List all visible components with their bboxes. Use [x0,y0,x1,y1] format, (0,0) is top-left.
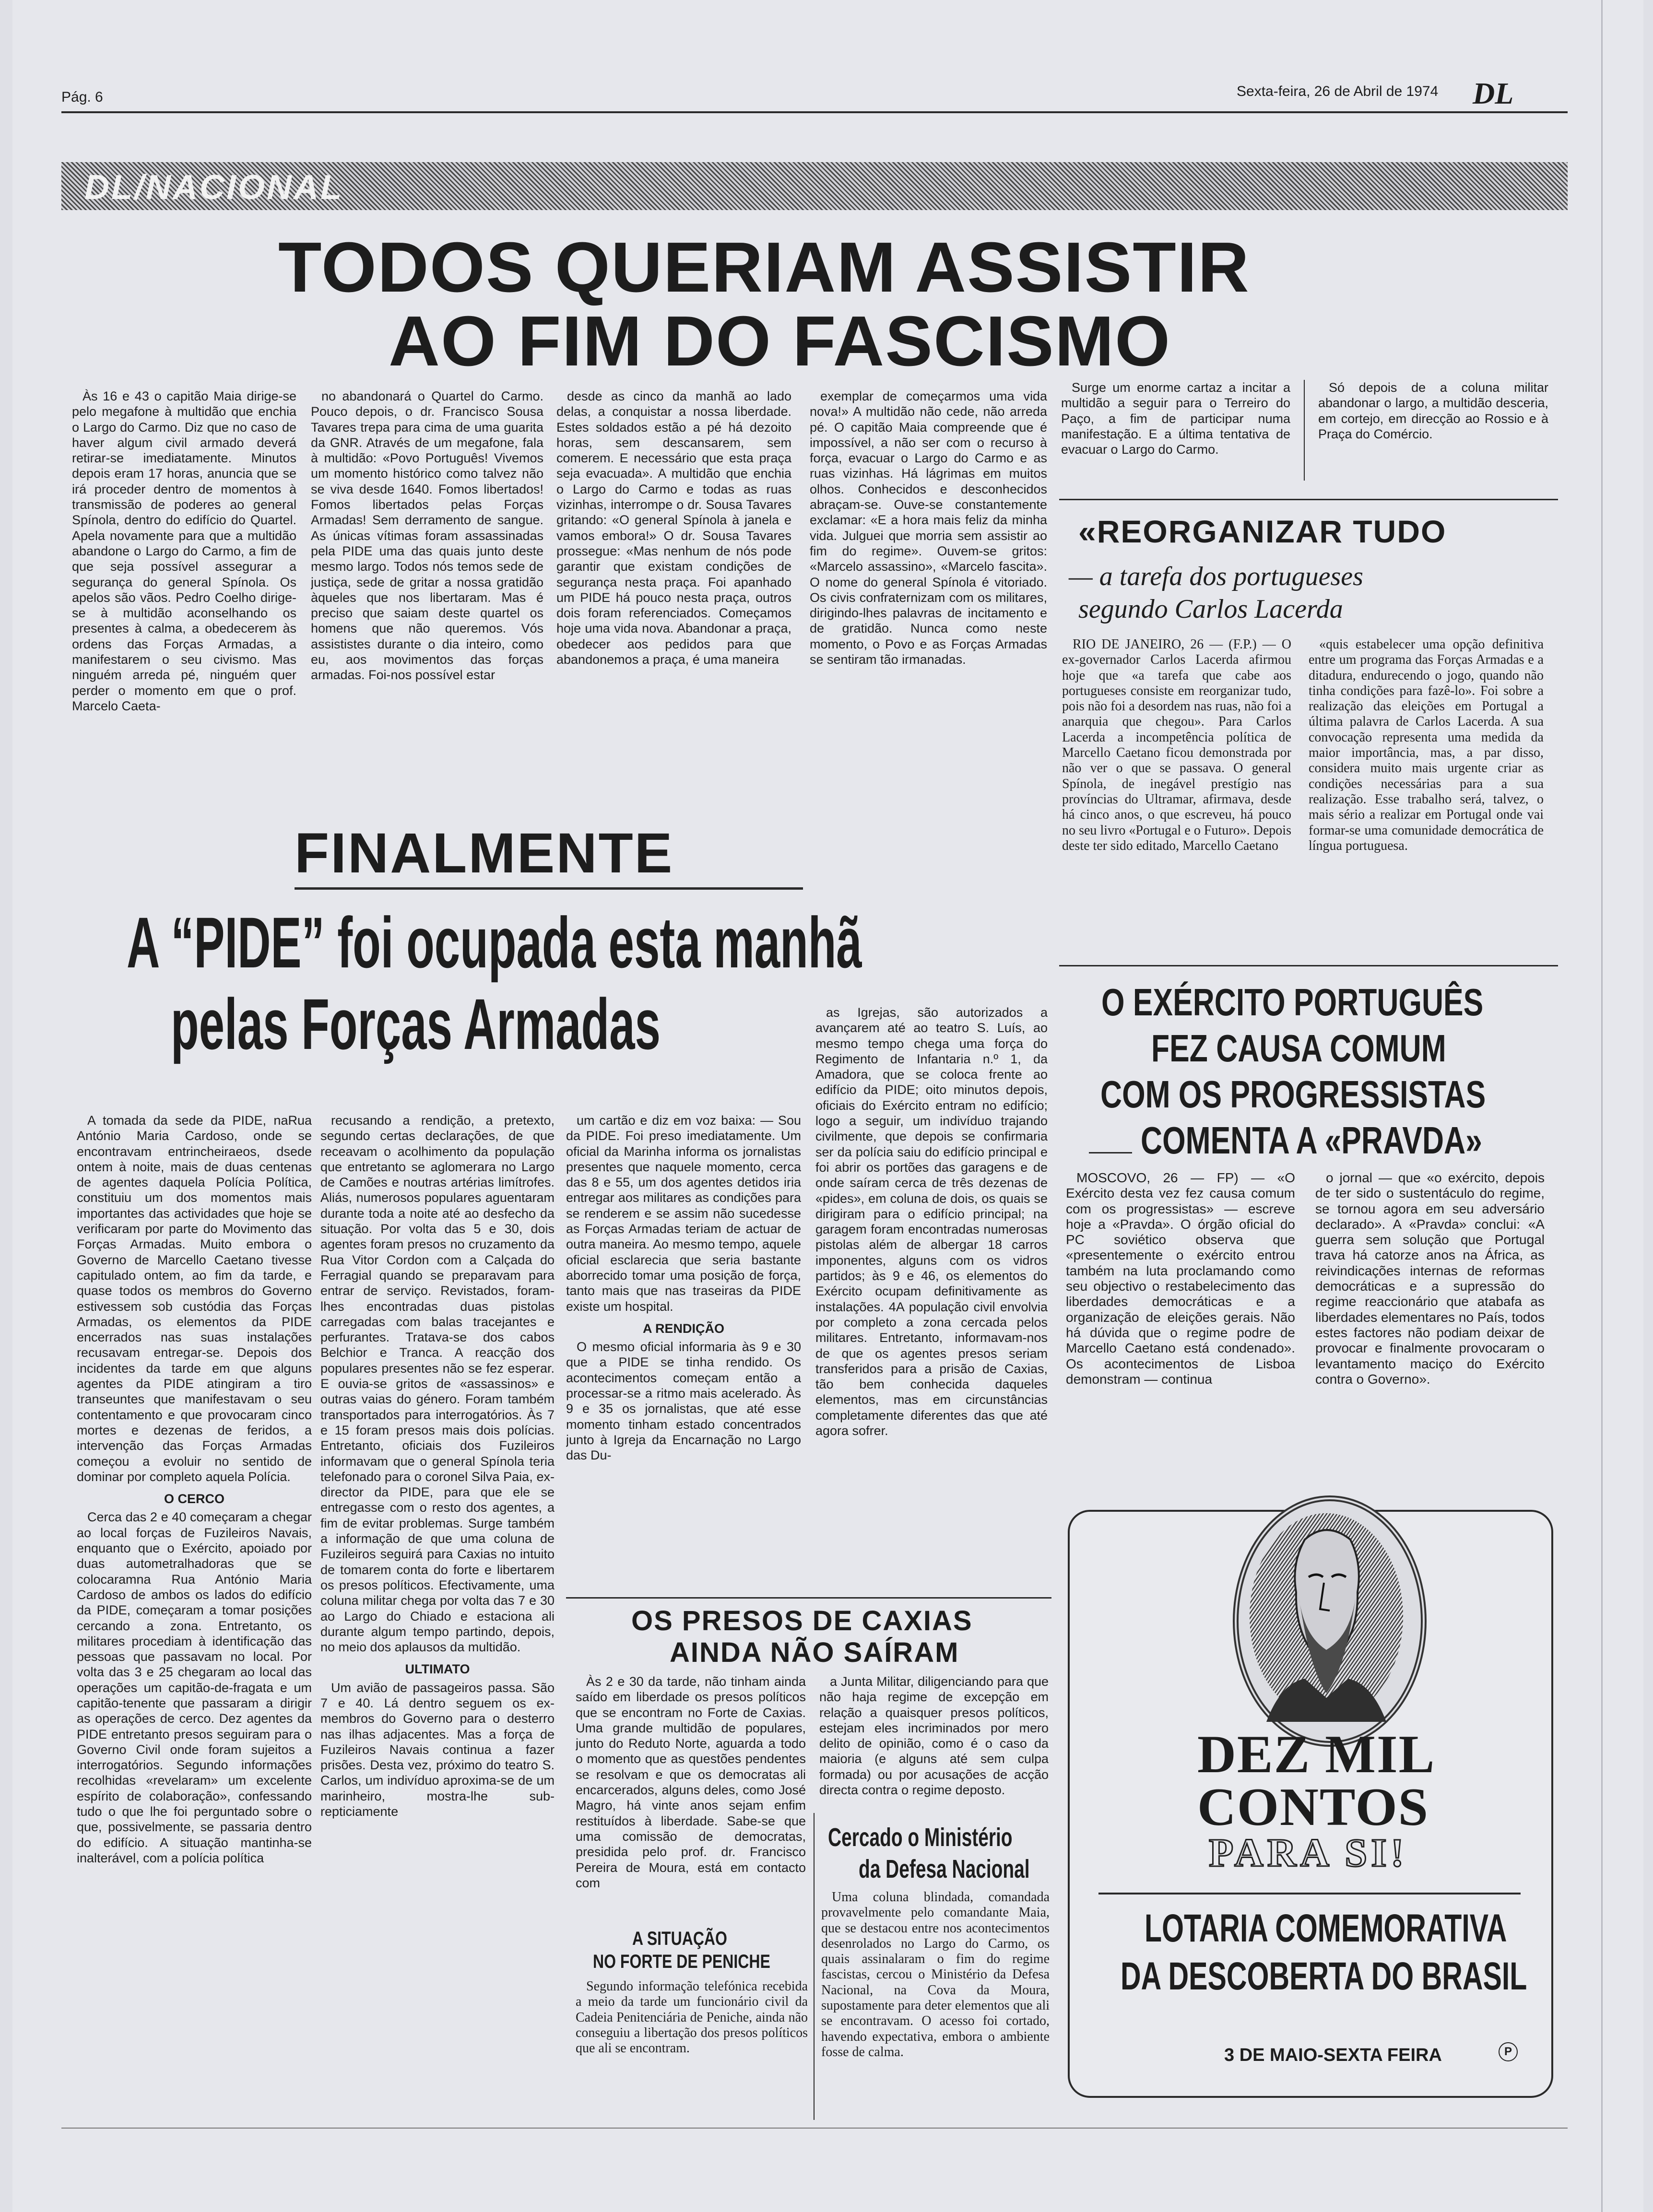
pide-column-1: A tomada da sede da PIDE, naRua António Maria Cardoso, onde se encontravam entrincheiraeos, dsede ontem à noite, mais de duas centenas de agentes daquela Polícia Política, constituiu um dos momentos mais importantes das actividades que hoje se verificaram por parte do Movimento das Forças Armadas. Muito embora o Governo de Marcello Caetano tivesse capitulado ontem, ao fim da tarde, e quase todos os membros do Governo estivessem sob custódia das Forças Armadas, os elementos da PIDE encerrados nas suas instalações recusavam entregar-se. Depois dos incidentes da tarde em que alguns agentes da PIDE atingiram a tiro transeuntes que manifestavam o seu contentamento e que provocaram cinco mortes e dezenas de feridos, a intervenção das Forças Armadas começou a evoluir no sentido de dominar por completo aquela Polícia. O CERCO Cerca das 2 e 40 começaram a chegar ao local forças de Fuzileiros Navais, enquanto que o Exército, apoiado por duas autometralhadoras que se colocaramna Rua António Maria Cardoso de ambos os lados do edifício da PIDE, começaram a tomar posições cercando a zona. Entretanto, os militares procediam à identificação das pessoas que passavam no local. Por volta das 3 e 25 chegaram ao local das operações um capitão-de-fragata e um capitão-tenente que passaram a dirigir as operações de cerco. Dez agentes da PIDE entretanto presos seguiram para o Governo Civil onde foram sujeitos a interrogatórios. Segundo informações recolhidas «revelaram» um excelente espírito de colaboração», confessando tudo o que lhe foi perguntado sobre o que, possivelmente, se passaria dentro do edifício. A situação mantinha-se inalterável, com a polícia política [77,1113,312,1865]
ad-line-2: CONTOS [1197,1777,1429,1837]
ultimato-subhead: ULTIMATO [405,1662,470,1677]
ad-line-3: PARA SI! [1209,1831,1408,1875]
lacerda-column-1: RIO DE JANEIRO, 26 — (F.P.) — O ex-governador Carlos Lacerda afirmou hoje que «a tarefa que cabe aos portugueses consiste em reorganizar tudo, pois não foi a desordem nas ruas, não foi a anarquia que chegou». Para Carlos Lacerda a incompetência política de Marcello Caetano ficou demonstrada por não ver o que se passava. O general Spínola, de inegável prestígio nas províncias do Ultramar, afirmava, desde há cinco anos, o que escreveu, há pouco no seu livro «Portugal e o Futuro». Depois deste ter sido editado, Marcello Caetano [1062,637,1291,853]
ad-mark: P [1499,2042,1518,2061]
peniche-subhead-2: NO FORTE DE PENICHE [593,1951,770,1972]
lacerda-headline: «REORGANIZAR TUDO [1078,514,1447,549]
pravda-headline-4: COMENTA A «PRAVDA» [1141,1119,1482,1162]
peniche-subhead-1: A SITUAÇÃO [632,1928,727,1949]
lead-column-3: desde as cinco da manhã ao lado delas, a conquistar a nossa liberdade. Estes soldados estão a pé há dezoito horas, sem descansarem, sem comerem. E necessário que esta praça seja evacuada». A multidão que enchia o Largo do Carmo e todas as ruas vizinhas, interrompe o dr. Sousa Tavares gritando: «O general Spínola à janela e vamos embora!» O dr. Sousa Tavares prossegue: «Mas nenhum de nós pode garantir que existam condições de segurança nesta praça. Foi apanhado um PIDE há pouco nesta praça, outros dois foram referenciados. Começamos hoje uma vida nova. Abandonar a praça, obedecer aos pedidos para que abandonemos a praça, é uma maneira [556,389,791,667]
ministerio-headline-1: Cercado o Ministério [828,1823,1013,1852]
page-bottom-rule [61,2128,1568,2129]
pide-headline-line2: pelas Forças Armadas [171,984,661,1064]
pravda-headline-3: COM OS PROGRESSISTAS [1100,1073,1486,1116]
lead-column-2: no abandonará o Quartel do Carmo. Pouco depois, o dr. Francisco Sousa Tavares trepa para cima de uma guarita da GNR. Através de um megafone, fala à multidão: «Povo Português! Vivemos um momento histórico como talvez não se viva desde 1640. Fomos libertados! Fomos libertados pelas Forças Armadas! Sem derramento de sangue. As únicas vítimas foram assassinadas pela PIDE uma das quais junto deste mesmo largo. Todos nós temos sede de justiça, sede de gritar a nossa gratidão àqueles que nos libertaram. Mas é preciso que saiam deste quartel os homens que não queremos. Vós assististes durante o dia inteiro, como eu, aos movimentos das forças armadas. Foi-nos possível estar [311,389,543,682]
ministerio-rule-left [814,1813,815,2120]
caxias-top-rule [566,1597,1051,1599]
pide-kicker-underline [295,887,803,890]
lacerda-subhead-2: segundo Carlos Lacerda [1078,594,1343,624]
lead-column-divider [1304,380,1305,481]
masthead-logo: DL [1473,76,1514,110]
lead-column-1: Às 16 e 43 o capitão Maia dirige-se pelo megafone à multidão que enchia o Largo do Carmo. Diz que no caso de haver algum civil armado deverá retirar-se imediatamente. Minutos depois eram 17 horas, anuncia que se irá proceder dentro de momentos à transmissão de poderes ao general Spínola, dentro do edifício do Quartel. Apela novamente para que a multidão abandone o Largo do Carmo, a fim de que seja possível assegurar a segurança do general Spínola. Os apelos são vãos. Pedro Coelho dirige-se à multidão aconselhando os presentes à calma, a obedecerem às ordens das Forças Armadas, a manifestarem o seu civismo. Mas ninguém arreda pé, ninguém quer perder o momento em que o prof. Marcelo Caeta- [72,389,296,713]
page-edge [1601,0,1603,2212]
caxias-headline-1: OS PRESOS DE CAXIAS [631,1605,973,1636]
pide-column-4: as Igrejas, são autorizados a avançarem até ao teatro S. Luís, ao mesmo tempo chega uma força do Regimento de Infantaria n.º 1, da Amadora, que se coloca frente ao edifício da PIDE; oito minutos depois, oficiais do Exército entram no edifício; logo a seguir, um indivíduo trajando civilmente, que depois se confirmaria ser da polícia saiu do edifício principal e foi abrir os portões das garagens e de onde saíram cerca de três dezenas de «pides», em coluna de dois, os quais se dirigiram para o edifício principal; na garagem foram encontradas numerosas pistolas além de albergar 18 carros imponentes, alguns com os vidros partidos; às 9 e 46, os elementos do Exército ocupam definitivamente as instalações. 4A população civil envolvia por completo a zona cercada pelos militares. Entretanto, informavam-nos de que os agentes presos seriam transferidos para a prisão de Caxias, tão bem conhecida daqueles elementos, mas em circunstâncias completamente diferentes das que até agora sofrer. [815,1005,1048,1438]
ministerio-text: Uma coluna blindada, comandada provavelmente pelo comandante Maia, que se destacou entre nos acontecimentos desenrolados no Largo do Carmo, os quais assinalaram o fim do regime fascistas, cercou o Ministério da Defesa Nacional, na Cova da Moura, supostamente para deter elementos que ali se encontravam. O acesso foi cortado, havendo expectativa, embora o ambiente fosse de calma. [821,1890,1050,2059]
pide-headline-line1: A “PIDE” foi ocupada esta manhã [127,902,862,983]
lead-column-4: exemplar de começarmos uma vida nova!» A multidão não cede, não arreda pé. O capitão Maia compreende que é impossível, a não ser com o recurso à força, evacuar o Largo do Carmo e as ruas vizinhas. Há lágrimas em muitos olhos. Conhecidos e desconhecidos abraçam-se. Ouve-se constantemente exclamar: «E a hora mais feliz da minha vida. Julguei que morria sem assistir ao fim do regime». Ouvem-se gritos: «Marcelo assassino», «Marcelo fascita». O nome do general Spínola é vitoriado. Os civis confraternizam com os militares, dirigindo-lhes palavras de incitamento e de gratidão. Nunca como neste momento, o Povo e as Forças Armadas se sentiram tão irmanadas. [810,389,1047,667]
header-rule [61,111,1568,113]
lead-column-5: Surge um enorme cartaz a incitar a multidão a seguir para o Terreiro do Paço, a fim de participar numa manifestação. E a última tentativa de evacuar o Largo do Carmo. [1061,380,1290,457]
peniche-text: Segundo informação telefónica recebida a meio da tarde um funcionário civil da Cadeia Penitenciária de Peniche, ainda não conseguiu a libertação dos presos políticos que ali se encontram. [576,1979,808,2056]
lead-headline-line2: AO FIM DO FASCISMO [389,302,1171,381]
pide-kicker: FINALMENTE [295,822,674,885]
pravda-column-2: o jornal — que «o exército, depois de ter sido o sustentáculo do regime, se tornou agora em seu adversário declarado». A «Pravda» conclui: «A guerra sem solução que Portugal trava há catorze anos na África, as reivindicações internas de reformas democráticas e a supressão do regime reaccionário que atabafa as liberdades elementares no País, todos estes factores não podiam deixar de provocar e finalmente provocaram o levantamento maciço do Exército contra o Governo». [1315,1170,1545,1387]
caxias-column-2: a Junta Militar, diligenciando para que não haja regime de excepção em relação a quaisquer presos políticos, estejam eles incriminados por mero delito de opinião, como é o caso da maioria (e alguns até sem culpa formada) ou por acusações de acção directa contra o regime deposto. [819,1674,1049,1798]
lead-column-6: Só depois de a coluna militar abandonar o largo, a multidão desceria, em cortejo, em direcção ao Rossio e à Praça do Comércio. [1318,380,1548,441]
ad-line-1: DEZ MIL [1197,1725,1436,1784]
lacerda-bottom-rule [1059,965,1558,966]
section-label: DL/NACIONAL [84,168,343,207]
pide-column-2: recusando a rendição, a pretexto, segundo certas declarações, de que receavam o acolhimento da população que entretanto se aglomerara no Largo de Camões e noutras artérias limítrofes. Aliás, numerosos populares aguentaram durante toda a noite até ao desfecho da situação. Por volta das 5 e 30, dois agentes foram presos no cruzamento da Rua Vitor Cordon com a Calçada do Ferragial quando se preparavam para entrar de serviço. Revistados, foram-lhes encontradas duas pistolas carregadas com balas tracejantes e perfurantes. Tratava-se dos cabos Belchior e Tranca. A reacção dos populares presentes não se fez esperar. E ouvia-se gritos de «assassinos» e outras vaias do género. Foram também transportados para interrogatórios. Às 7 e 15 foram presos mais dois polícias. Entretanto, oficiais dos Fuzileiros informavam que o general Spínola teria telefonado para o coronel Silva Paia, ex-director da PIDE, para que ele se entregasse com o resto dos agentes, a fim de evitar problemas. Surge também a informação de que uma coluna de Fuzileiros seguirá para Caxias no intuito de tomarem conta do forte e libertarem os presos políticos. Efectivamente, uma coluna militar chega por volta das 7 e 30 ao Largo do Chiado e estaciona ali durante algum tempo partindo, depois, no meio dos aplausos da multidão. ULTIMATO Um avião de passageiros passa. São 7 e 40. Lá dentro seguem os ex-membros do Governo para o desterro nas ilhas adjacentes. Mas a força de Fuzileiros Navais continua a fazer prisões. Desta vez, próximo do teatro S. Carlos, um indivíduo aproxima-se de um marinheiro, mostra-lhe sub-repticiamente [320,1113,555,1819]
caxias-column-1: Às 2 e 30 da tarde, não tinham ainda saído em liberdade os presos políticos que se encontram no Forte de Caxias. Uma grande multidão de populares, junto do Reduto Norte, aguarda a todo o momento que as questões pendentes se resolvam e que os democratas ali encarcerados, alguns deles, como José Magro, há vinte anos sejam enfim restituídos à liberdade. Sabe-se que uma comissão de democratas, presidida pelo prof. dr. Francisco Pereira de Moura, está em contacto com [576,1674,806,1890]
caxias-headline-2: AINDA NÃO SAÍRAM [670,1637,959,1668]
pravda-headline-2: FEZ CAUSA COMUM [1151,1027,1446,1070]
lacerda-subhead-1: — a tarefa dos portugueses [1069,562,1363,591]
lead-headline-line1: TODOS QUERIAM ASSISTIR [278,228,1250,307]
pravda-headline-1: O EXÉRCITO PORTUGUÊS [1101,981,1484,1024]
page-number: Pág. 6 [61,89,103,105]
issue-date: Sexta-feira, 26 de Abril de 1974 [1237,83,1439,99]
ad-divider [1098,1893,1521,1894]
pravda-column-1: MOSCOVO, 26 — FP) — «O Exército desta vez fez causa comum com os progressistas» — escreve hoje a «Pravda». O órgão oficial do PC soviético observa que «presentemente o exército entrou também na luta proclamando como seu objectivo o restabelecimento das liberdades democráticas e a organização de eleições gerais. Não há dúvida que o regime podre de Marcello Caetano está condenado». Os acontecimentos de Lisboa demonstram — continua [1066,1170,1295,1387]
ad-line-5: DA DESCOBERTA DO BRASIL [1121,1954,1527,1998]
ministerio-headline-2: da Defesa Nacional [859,1855,1030,1883]
pravda-headline-dash [1089,1152,1132,1153]
lacerda-column-2: «quis estabelecer uma opção definitiva entre um programa das Forças Armadas e a ditadura, endurecendo o jogo, quando não tinha condições para fazê-lo». Foi sobre a realização das eleições em Portugal a última palavra de Carlos Lacerda. A sua convocação representa uma medida da maior importância, mas, a par disso, considera muito mais urgente criar as condições necessárias para a sua realização. Esse trabalho será, talvez, o mais sério a realizar em Portugal onde vai formar-se uma comunidade democrática de língua portuguesa. [1309,637,1544,853]
cerco-subhead: O CERCO [164,1492,224,1506]
pide-column-3: um cartão e diz em voz baixa: — Sou da PIDE. Foi preso imediatamente. Um oficial da Marinha informa os jornalistas presentes que naquele momento, cerca das 8 e 55, um dos agentes detidos iria entregar aos militares as condições para se renderem e se assim não sucedesse as Forças Armadas teriam de actuar de outra maneira. Ao mesmo tempo, aquele oficial esclarecia que seria bastante aborrecido tomar uma posição de força, tanto mais que nas traseiras da PIDE existe um hospital. A RENDIÇÃO O mesmo oficial informaria às 9 e 30 que a PIDE se tinha rendido. Os acontecimentos começam então a processar-se a ritmo mais acelerado. Às 9 e 35 os jornalistas, que até esse momento tinham estado concentrados junto à Igreja da Encarnação no Largo das Du- [566,1113,801,1463]
ad-line-4: LOTARIA COMEMORATIVA [1145,1906,1507,1950]
ad-portrait [1247,1511,1405,1722]
ad-date: 3 DE MAIO-SEXTA FEIRA [1224,2045,1442,2065]
lacerda-top-rule [1059,499,1558,500]
rendicao-subhead: A RENDIÇÃO [642,1321,724,1336]
